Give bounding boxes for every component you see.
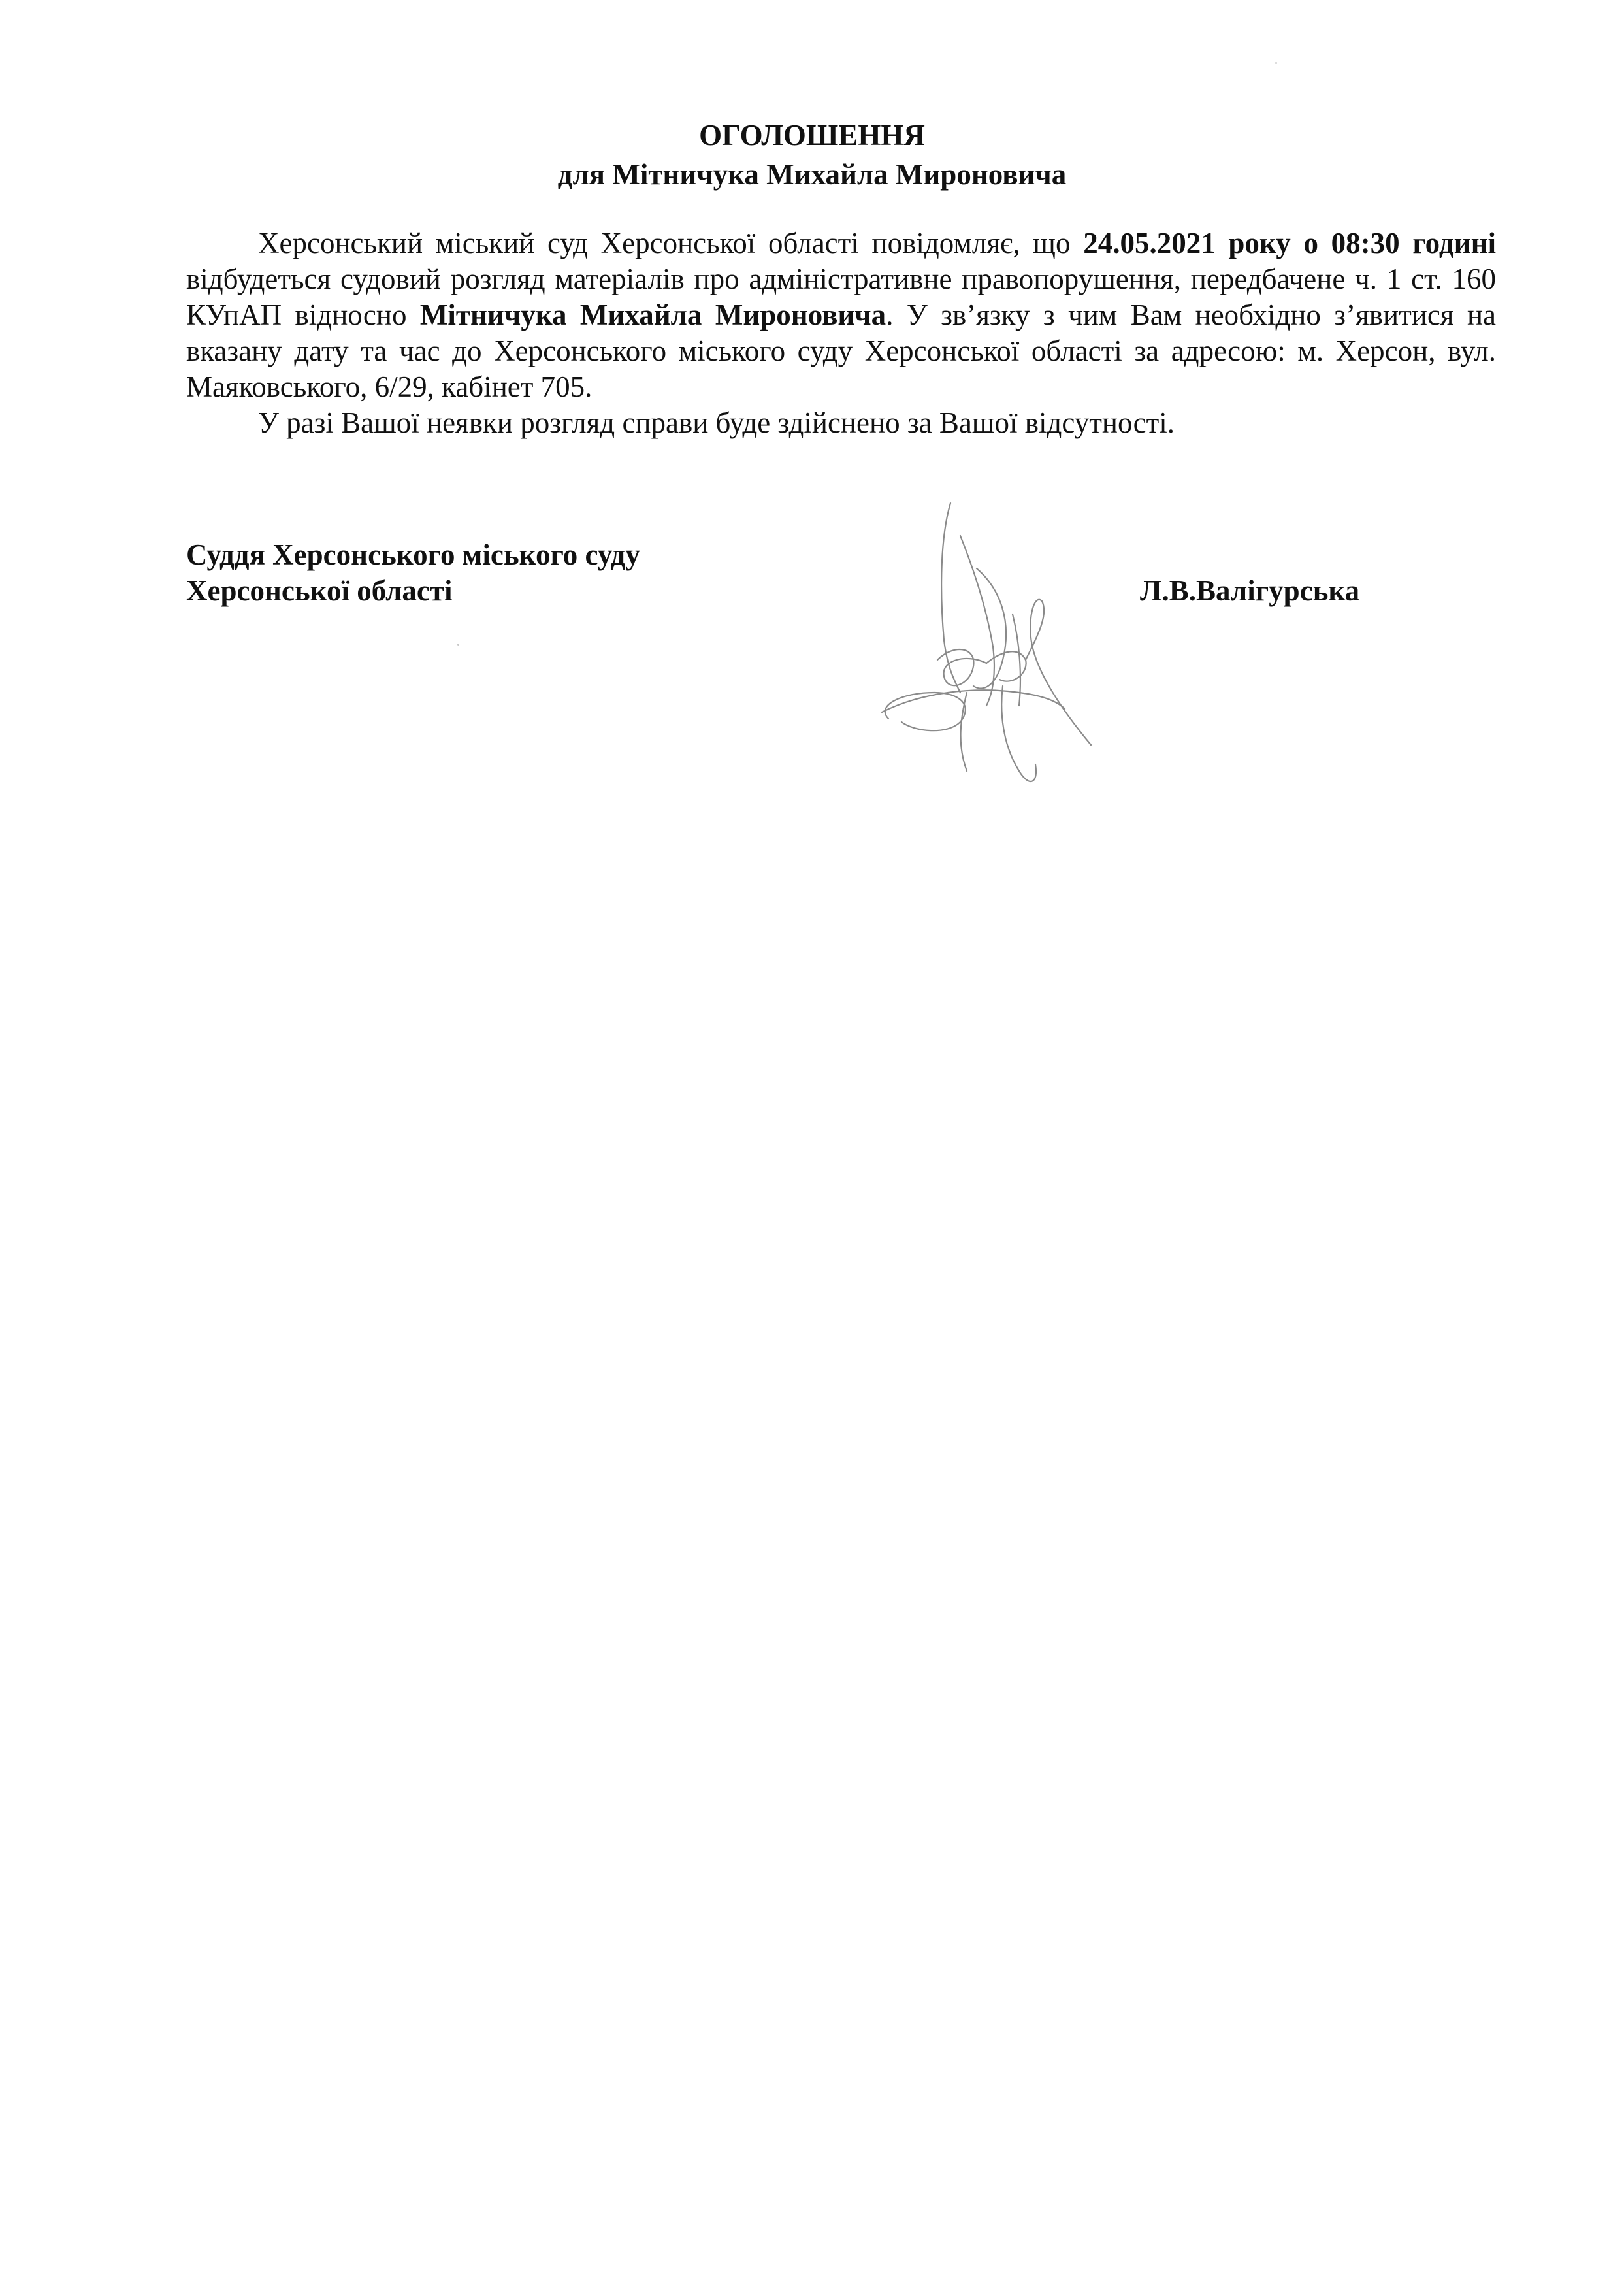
body-text-segment: відбудеться судовий розгляд матеріалів про адміністративне правопорушення, передбачене ч. 1 ст. 160 КУпАП відносно	[186, 263, 1496, 331]
body-text-segment: . У зв’язку з чим Вам необхідно з’явитися на вказану дату та час до Херсонського міського суду Херсонської області за адресою: м. Херсон, вул. Маяковського, 6/29, кабінет 705.	[186, 299, 1497, 403]
scan-speck	[457, 644, 459, 646]
announcement-title: ОГОЛОШЕННЯ	[699, 119, 925, 152]
body-paragraph-2: У разі Вашої неявки розгляд справи буде здійснено за Вашої відсутності.	[258, 406, 1175, 439]
judge-position	[186, 537, 640, 609]
judge-position-line-2: Херсонської області	[186, 574, 453, 607]
body-text-segment: Херсонський міський суд Херсонської області повідомляє, що	[258, 227, 1084, 259]
announcement-body	[186, 225, 1496, 441]
body-paragraph-1	[186, 225, 1496, 405]
handwritten-signature	[862, 497, 1111, 810]
announcement-subtitle: для Мітничука Михайла Мироновича	[557, 158, 1067, 191]
judge-name: Л.В.Валігурська	[1140, 574, 1360, 607]
defendant-name: Мітничука Михайла Мироновича	[419, 299, 886, 331]
judge-position-line-1: Суддя Херсонського міського суду	[186, 538, 640, 571]
hearing-date-time: 24.05.2021 року о 08:30 годині	[1083, 227, 1496, 259]
scan-speck	[1275, 62, 1277, 64]
